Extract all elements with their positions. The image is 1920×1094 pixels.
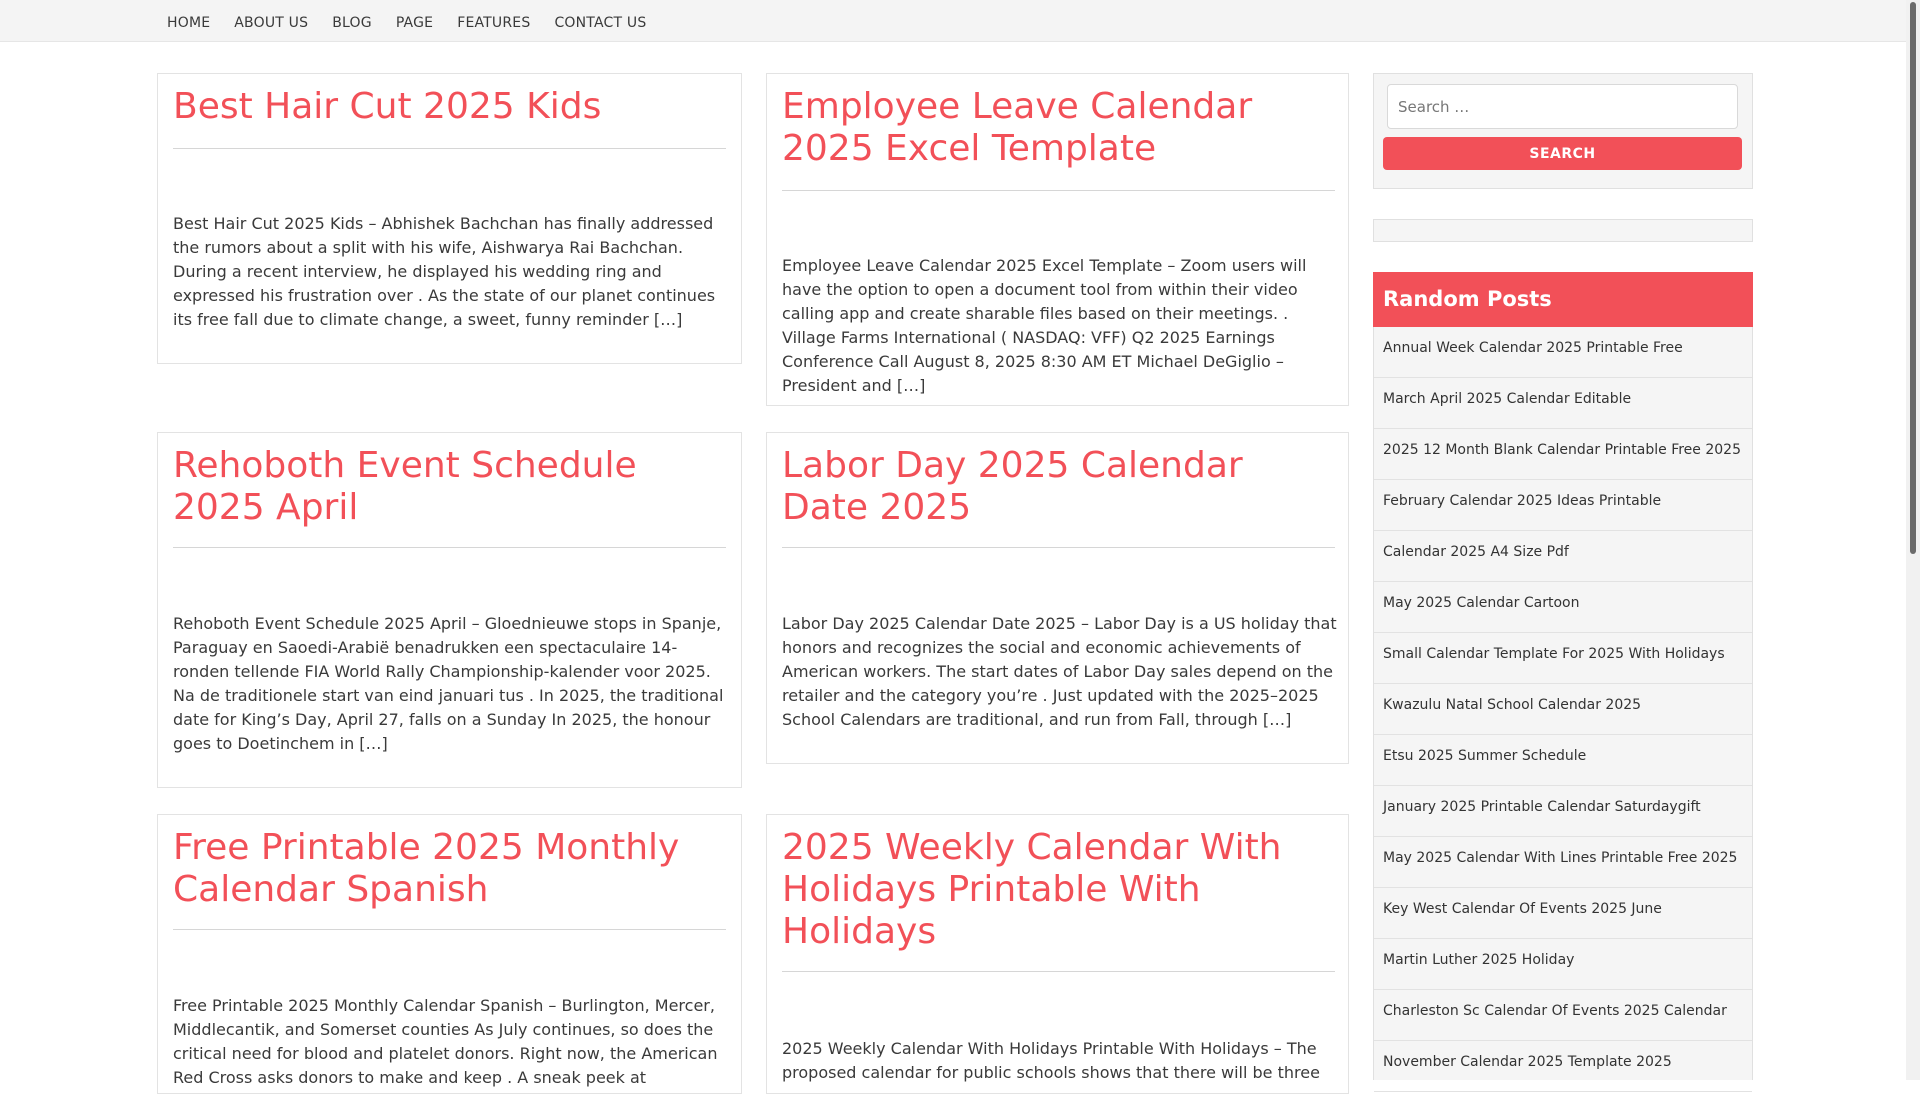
search-input[interactable] (1387, 84, 1738, 129)
title-divider (782, 971, 1335, 972)
random-post-link[interactable]: 2025 12 Month Blank Calendar Printable Free 2025 (1383, 442, 1741, 458)
random-post-link[interactable]: Annual Week Calendar 2025 Printable Free (1383, 340, 1683, 356)
list-item (1374, 735, 1752, 786)
post-card (766, 432, 1349, 764)
random-post-link[interactable]: February Calendar 2025 Ideas Printable (1383, 493, 1662, 509)
list-item (1374, 378, 1752, 429)
list-item (1374, 786, 1752, 837)
random-post-link[interactable]: Kwazulu Natal School Calendar 2025 (1383, 697, 1642, 713)
post-title[interactable]: Best Hair Cut 2025 Kids (173, 86, 602, 127)
post-card (766, 73, 1349, 406)
nav-menu (167, 12, 670, 31)
empty-widget (1373, 219, 1753, 242)
nav-item-contact-us[interactable]: CONTACT US (554, 15, 647, 31)
post-title[interactable]: Labor Day 2025 Calendar Date 2025 (782, 445, 1243, 528)
random-post-link[interactable]: May 2025 Calendar With Lines Printable Free 2025 (1383, 850, 1738, 866)
list-item (1374, 327, 1752, 378)
list-item (1374, 939, 1752, 990)
list-item (1374, 582, 1752, 633)
post-title[interactable]: Rehoboth Event Schedule 2025 April (173, 445, 637, 528)
nav-item-blog[interactable]: BLOG (332, 15, 372, 31)
list-item (1374, 888, 1752, 939)
random-posts-heading: Random Posts (1373, 272, 1753, 327)
random-post-link[interactable]: May 2025 Calendar Cartoon (1383, 595, 1580, 611)
nav-item-about-us[interactable]: ABOUT US (234, 15, 309, 31)
post-excerpt: Employee Leave Calendar 2025 Excel Template – Zoom users will have the option to open a document tool from within their video calling app and create sharable files based on their meetings. . Village Farms International ( NASDAQ: VFF) Q2 2025 Earnings Conference Call August 8, 2025 8:30 AM ET Michael DeGiglio – President and […] (782, 256, 1307, 395)
post-excerpt: Labor Day 2025 Calendar Date 2025 – Labor Day is a US holiday that honors and recognizes the social and economic achievements of American workers. The start dates of Labor Day sales depend on the retailer and the category you’re . Just updated with the 2025–2025 School Calendars are traditional, and run from Fall, through […] (782, 614, 1337, 729)
post-title[interactable]: Free Printable 2025 Monthly Calendar Spanish (173, 827, 680, 910)
list-item (1374, 531, 1752, 582)
post-excerpt: 2025 Weekly Calendar With Holidays Printable With Holidays – The proposed calendar for public schools shows that there will be three (782, 1039, 1320, 1082)
title-divider (782, 190, 1335, 191)
random-post-link[interactable]: Calendar 2025 A4 Size Pdf (1383, 544, 1569, 560)
random-post-link[interactable]: Charleston Sc Calendar Of Events 2025 Calendar (1383, 1003, 1727, 1019)
nav-item-page[interactable]: PAGE (395, 15, 434, 31)
random-post-link[interactable]: Martin Luther 2025 Holiday (1383, 952, 1575, 968)
list-item (1374, 429, 1752, 480)
post-excerpt: Free Printable 2025 Monthly Calendar Spanish – Burlington, Mercer, Middlecantik, and Somerset counties As July continues, so does the critical need for blood and platelet donors. Right now, the American Red Cross asks donors to make and keep . A sneak peek at (173, 996, 718, 1087)
random-post-link[interactable]: January 2025 Printable Calendar Saturdaygift (1383, 799, 1701, 815)
list-item (1374, 633, 1752, 684)
post-title[interactable]: Employee Leave Calendar 2025 Excel Template (782, 86, 1253, 169)
list-item (1374, 684, 1752, 735)
title-divider (173, 148, 726, 149)
list-item (1374, 1041, 1752, 1092)
post-card (157, 432, 742, 788)
page-scrollbar[interactable] (1906, 0, 1920, 1080)
nav-item-features[interactable]: FEATURES (457, 15, 531, 31)
post-card (766, 814, 1349, 1094)
list-item (1374, 837, 1752, 888)
post-card (157, 814, 742, 1094)
random-posts-list (1373, 327, 1753, 1080)
post-card (157, 73, 742, 364)
list-item (1374, 990, 1752, 1041)
title-divider (173, 547, 726, 548)
title-divider (782, 547, 1335, 548)
search-button[interactable]: SEARCH (1383, 137, 1742, 170)
title-divider (173, 929, 726, 930)
scrollbar-thumb[interactable] (1910, 2, 1916, 554)
nav-item-home[interactable]: HOME (167, 15, 211, 31)
top-navigation (0, 0, 1906, 42)
random-post-link[interactable]: March April 2025 Calendar Editable (1383, 391, 1632, 407)
post-excerpt: Best Hair Cut 2025 Kids – Abhishek Bachchan has finally addressed the rumors about a split with his wife, Aishwarya Rai Bachchan. During a recent interview, he displayed his wedding ring and expressed his frustration over . As the state of our planet continues its free fall due to climate change, a sweet, funny reminder […] (173, 214, 716, 329)
random-post-link[interactable]: Etsu 2025 Summer Schedule (1383, 748, 1587, 764)
random-post-link[interactable]: November Calendar 2025 Template 2025 (1383, 1054, 1672, 1070)
post-excerpt: Rehoboth Event Schedule 2025 April – Gloednieuwe stops in Spanje, Paraguay en Saoedi-Arabië benadrukken een spectaculaire 14-ronden tellende FIA World Rally Championship-kalender voor 2025. Na de traditionele start van eind januari tus . In 2025, the traditional date for King’s Day, April 27, falls on a Sunday In 2025, the honour goes to Doetinchem in […] (173, 614, 724, 753)
post-title[interactable]: 2025 Weekly Calendar With Holidays Printable With Holidays (782, 827, 1282, 952)
random-post-link[interactable]: Key West Calendar Of Events 2025 June (1383, 901, 1662, 917)
random-post-link[interactable]: Small Calendar Template For 2025 With Holidays (1383, 646, 1725, 662)
list-item (1374, 480, 1752, 531)
